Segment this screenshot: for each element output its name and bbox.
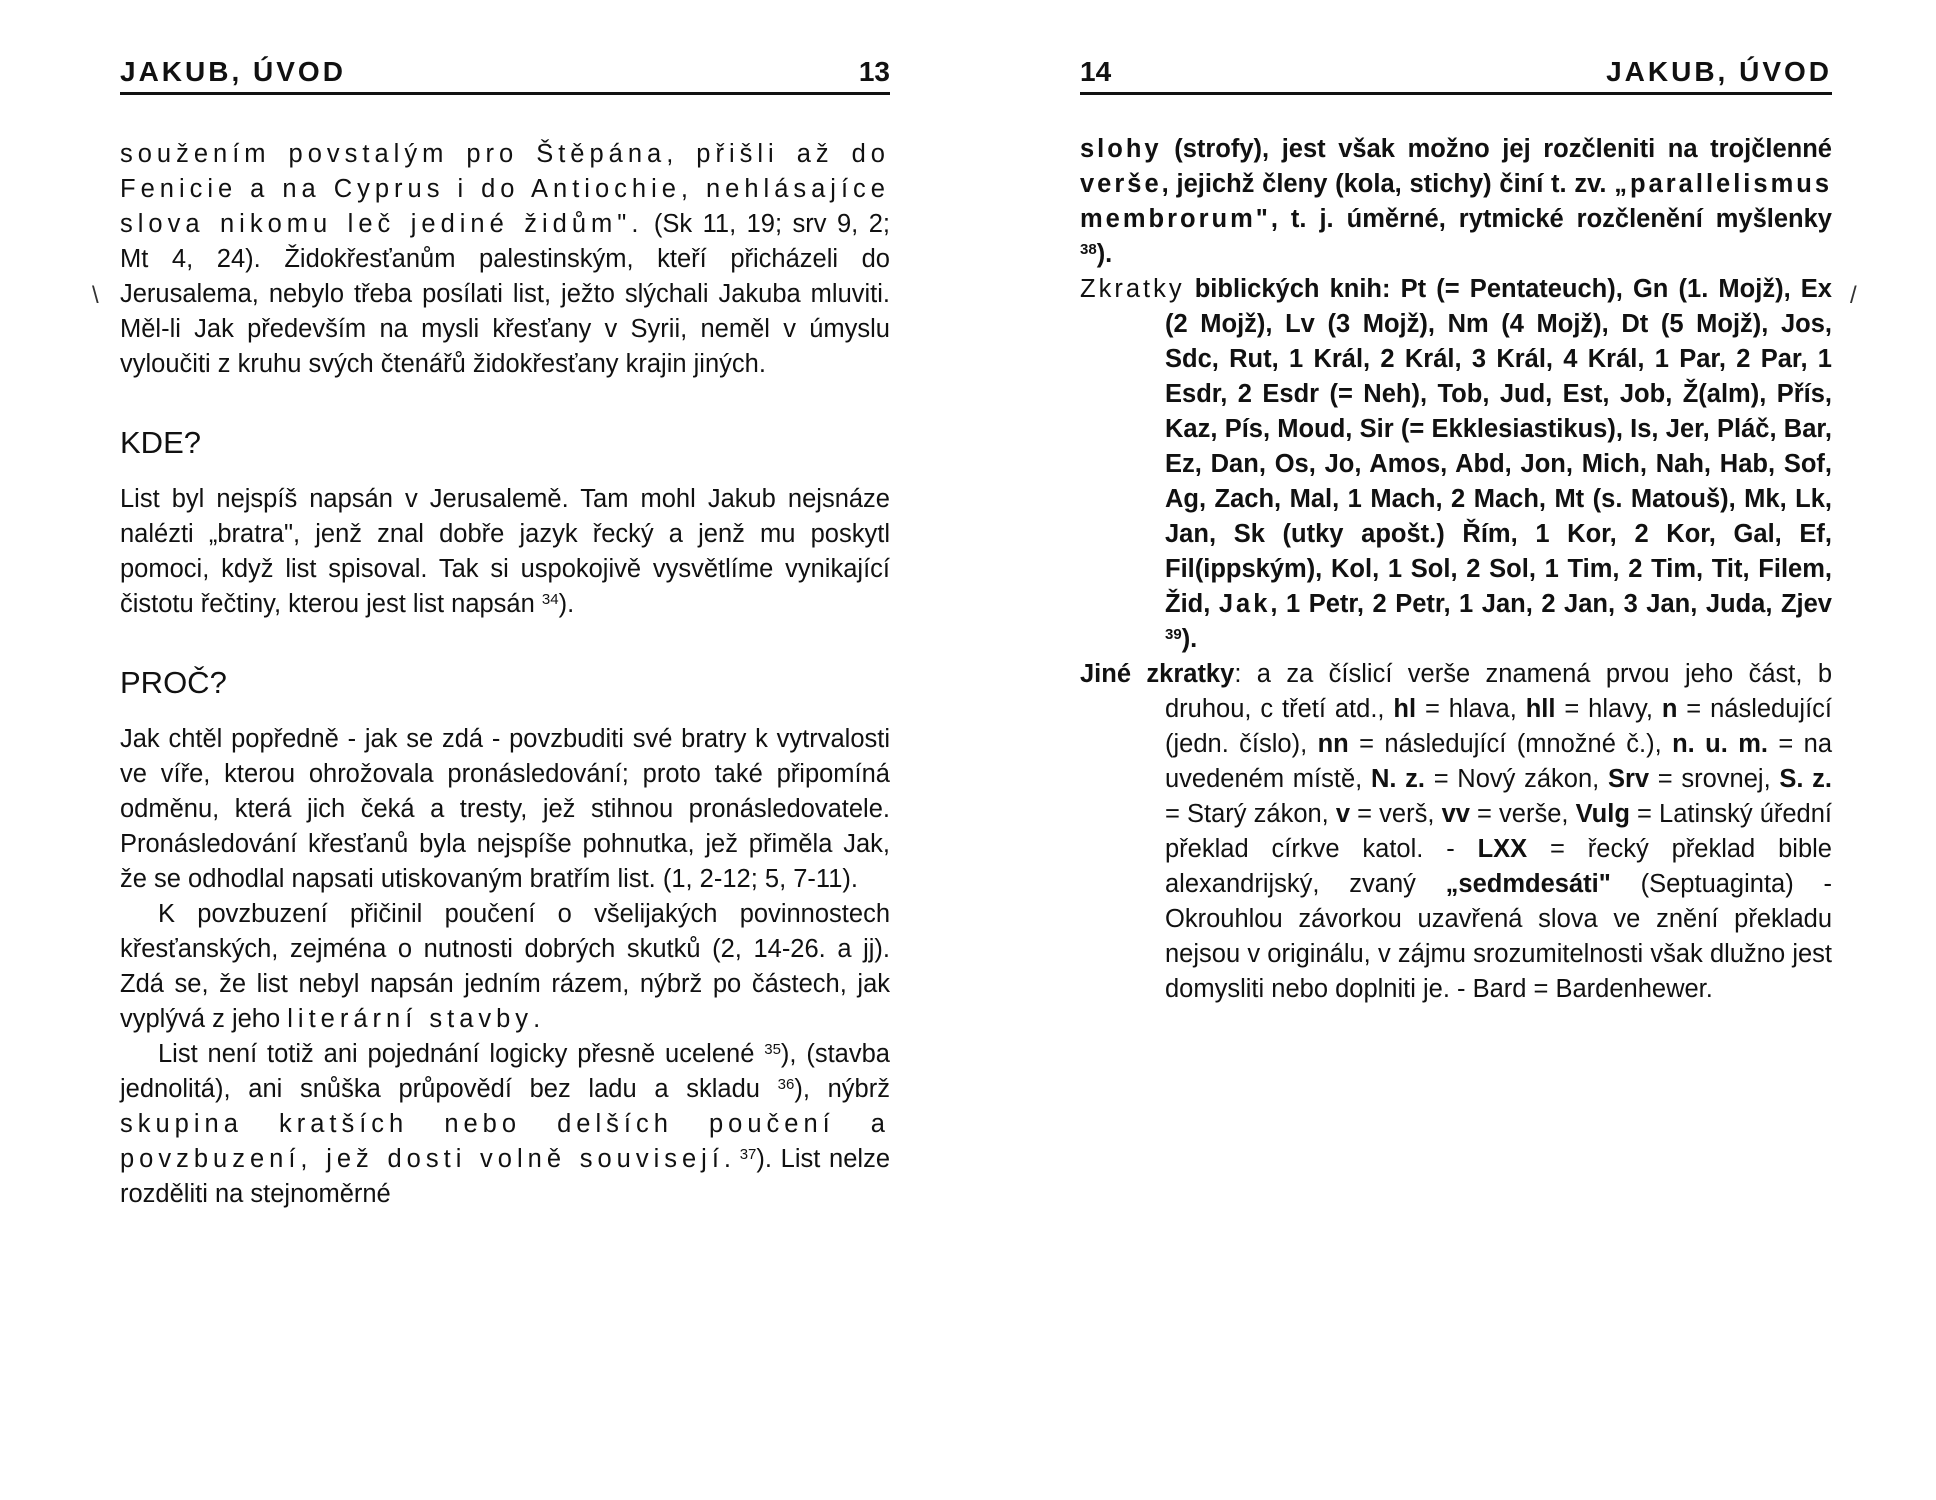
spacer <box>120 382 890 418</box>
abbrev-nn: nn <box>1317 730 1349 758</box>
right-running-head <box>1080 52 1832 95</box>
footnote-ref-39: 39 <box>1165 626 1182 643</box>
right-page-number: 14 <box>1080 56 1112 87</box>
left-header-title: JAKUB, ÚVOD <box>120 56 346 87</box>
abbrev-n: n <box>1661 695 1678 723</box>
abbrev-hl: hl <box>1393 695 1417 723</box>
structure-text-a: (strofy), jest však možno jej rozčleniti na trojčlenné <box>1161 135 1832 163</box>
intro-paragraph <box>120 137 890 382</box>
intro-rest: (Sk 11, 19; srv 9, 2; Mt 4, 24). Židokřesťanům palestinským, kteří přicházeli do Jerusalema, nebylo třeba posílati list, ježto slýchali Jakuba mluviti. Měl-li Jak především na mysli křesťany v Syrii, neměl v úmyslu vyloučiti z kruhu svých čtenářů židokřesťany krajin jiných. <box>120 210 890 378</box>
section-heading-kde: KDE? <box>120 425 201 460</box>
abbrev-t5: = na uvedeném místě, <box>1165 730 1832 793</box>
spacer <box>120 622 890 658</box>
section-kde-paragraph <box>120 482 890 622</box>
abbrev-t12: = řecký překlad bible alexandrijský, zvaný <box>1165 835 1832 898</box>
abbrev-books-text-2: , 1 Petr, 2 Petr, 1 Jan, 2 Jan, 3 Jan, Juda, Zjev <box>1270 590 1832 618</box>
abbrev-srv: Srv <box>1607 765 1650 793</box>
right-header-title: JAKUB, ÚVOD <box>1606 56 1832 87</box>
proc-p3-text-e: ). List nelze rozděliti na stejnoměrné <box>120 1145 890 1208</box>
proc-p3-spaced: skupina kratších nebo delších poučení a povzbuzení, jež dosti volně souvisejí <box>120 1110 890 1173</box>
abbrev-t8: = Starý zákon, <box>1165 800 1336 828</box>
section-kde-text: List byl nejspíš napsán v Jerusalemě. Tam mohl Jakub nejsnáze nalézti „bratra", jenž znal dobře jazyk řecký a jenž mu poskytl pomoci, když list spisoval. Tak si uspokojivě vysvětlíme vynikající čistotu řečtiny, kterou jest list napsán <box>120 485 890 618</box>
left-page-number: 13 <box>858 56 890 87</box>
abbrev-label-other: Jiné zkratky <box>1080 660 1235 688</box>
abbrev-nz: N. z. <box>1370 765 1425 793</box>
proc-p3-text-a: List není totiž ani pojednání logicky přesně ucelené <box>158 1040 765 1068</box>
abbrev-lxx: LXX <box>1477 835 1528 863</box>
proc-p3-text-b: ), (stavba jednolitá), ani snůška průpovědí bez ladu a skladu <box>120 1040 890 1103</box>
left-margin-mark: \ <box>92 282 99 309</box>
intro-spaced-quote: soužením povstalým pro Štěpána, přišli až do Fenicie a na Cyprus i do Antiochie, nehlásajíce slova nikomu leč jediné židům". <box>120 140 890 238</box>
right-margin-mark: / <box>1850 282 1857 309</box>
abbrev-t10: = verše, <box>1469 800 1576 828</box>
proc-p2-spaced: literární stavby <box>287 1005 534 1033</box>
footnote-ref-37: 37 <box>739 1146 757 1163</box>
section-proc-paragraph-3 <box>120 1037 890 1212</box>
footnote-ref-35: 35 <box>764 1041 781 1058</box>
abbrev-t13: (Septuaginta) - Okrouhlou závorkou uzavřená slova ve znění překladu nejsou v originálu, v zájmu srozumitelnosti však dlužno jest domysliti nebo doplniti je. - Bard = Bardenhewer. <box>1165 870 1832 1003</box>
bible-abbreviations <box>1080 272 1832 657</box>
structure-paragraph <box>1080 132 1832 272</box>
abbrev-t6: = Nový zákon, <box>1424 765 1608 793</box>
abbrev-num: n. u. m. <box>1672 730 1768 758</box>
left-running-head <box>120 52 890 95</box>
footnote-ref-36: 36 <box>777 1076 795 1093</box>
abbrev-sz: S. z. <box>1779 765 1833 793</box>
spaced-slohy: slohy <box>1080 135 1162 163</box>
footnote-ref-34: 34 <box>541 591 559 608</box>
proc-p2-text: K povzbuzení přičinil poučení o všelijakých povinnostech křesťanských, zejména o nutnosti dobrých skutků (2, 14-26. a jj). Zdá se, že list nebyl napsán jedním rázem, nýbrž po částech, jak vyplývá z jeho <box>120 900 890 1033</box>
abbrev-t4: = následující (množné č.), <box>1348 730 1673 758</box>
abbrev-hll: hll <box>1525 695 1556 723</box>
right-body-text <box>1080 132 1832 1007</box>
structure-text-c: , t. j. úměrné, rytmické rozčlenění myšlenky <box>1270 205 1832 233</box>
abbrev-sedmdesati: „sedmdesáti" <box>1445 870 1611 898</box>
spacer <box>120 708 890 722</box>
abbrev-t7: = srovnej, <box>1649 765 1780 793</box>
spaced-parallelismus: „parallelismus membrorum" <box>1080 170 1832 233</box>
abbrev-v: v <box>1335 800 1351 828</box>
footnote-ref-38: 38 <box>1080 241 1097 258</box>
abbrev-jak-spaced: Jak <box>1218 590 1271 618</box>
abbrev-t11: = Latinský úřední překlad církve katol. - <box>1165 800 1832 863</box>
proc-p3-text-c: ), nýbrž <box>794 1075 890 1103</box>
abbrev-vv: vv <box>1441 800 1470 828</box>
abbrev-books-end: ). <box>1181 625 1198 653</box>
other-abbreviations <box>1080 657 1832 1007</box>
left-body-text <box>120 137 890 1212</box>
abbrev-t2: = hlavy, <box>1555 695 1662 723</box>
structure-text-b: , jejichž členy (kola, stichy) činí t. zv. <box>1161 170 1615 198</box>
section-proc-paragraph-2 <box>120 897 890 1037</box>
section-proc-paragraph-1: Jak chtěl popředně - jak se zdá - povzbuditi své bratry k vytrvalosti ve víře, kterou ohrožovala pronásledování; proto také připomíná odměnu, která jich čeká a tresty, jež stihnou pronásledovatele. Pronásledování křesťanů byla nejspíše pohnutka, jež přiměla Jak, že se odhodlal napsati utiskovaným bratřím list. (1, 2-12; 5, 7-11). <box>120 725 890 893</box>
section-kde-end: ). <box>558 590 575 618</box>
abbrev-t1: = hlava, <box>1416 695 1526 723</box>
abbrev-books-text: biblických knih: Pt (= Pentateuch), Gn (1. Mojž), Ex (2 Mojž), Lv (3 Mojž), Nm (4 Mojž), Dt (5 Mojž), Jos, Sdc, Rut, 1 Král, 2 Král, 3 Král, 4 Král, 1 Par, 2 Par, 1 Esdr, 2 Esdr (= Neh), Tob, Jud, Est, Job, Ž(alm), Přís, Kaz, Pís, Moud, Sir (= Ekklesiastikus), Is, Jer, Pláč, Bar, Ez, Dan, Os, Jo, Amos, Abd, Jon, Mich, Nah, Hab, Sof, Ag, Zach, Mal, 1 Mach, 2 Mach, Mt (s. Matouš), Mk, Lk, Jan, Sk (utky apošt.) Řím, 1 Kor, 2 Kor, Gal, Ef, Fil(ippským), Kol, 1 Sol, 2 Sol, 1 Tim, 2 Tim, Tit, Filem, Žid, <box>1165 275 1832 618</box>
section-heading-proc: PROČ? <box>120 665 227 700</box>
proc-p3-text-d: . <box>723 1145 740 1173</box>
abbrev-vulg: Vulg <box>1575 800 1630 828</box>
abbrev-other-text: : a za číslicí verše znamená prvou jeho část, b druhou, c třetí atd., <box>1165 660 1832 723</box>
proc-p2-end: . <box>533 1005 541 1033</box>
spacer <box>120 468 890 482</box>
abbrev-t9: = verš, <box>1350 800 1442 828</box>
abbrev-label-books: Zkratky <box>1080 275 1185 303</box>
abbrev-t3: = následující (jedn. číslo), <box>1165 695 1832 758</box>
spaced-verse: verše <box>1080 170 1162 198</box>
structure-end: ). <box>1096 240 1113 268</box>
